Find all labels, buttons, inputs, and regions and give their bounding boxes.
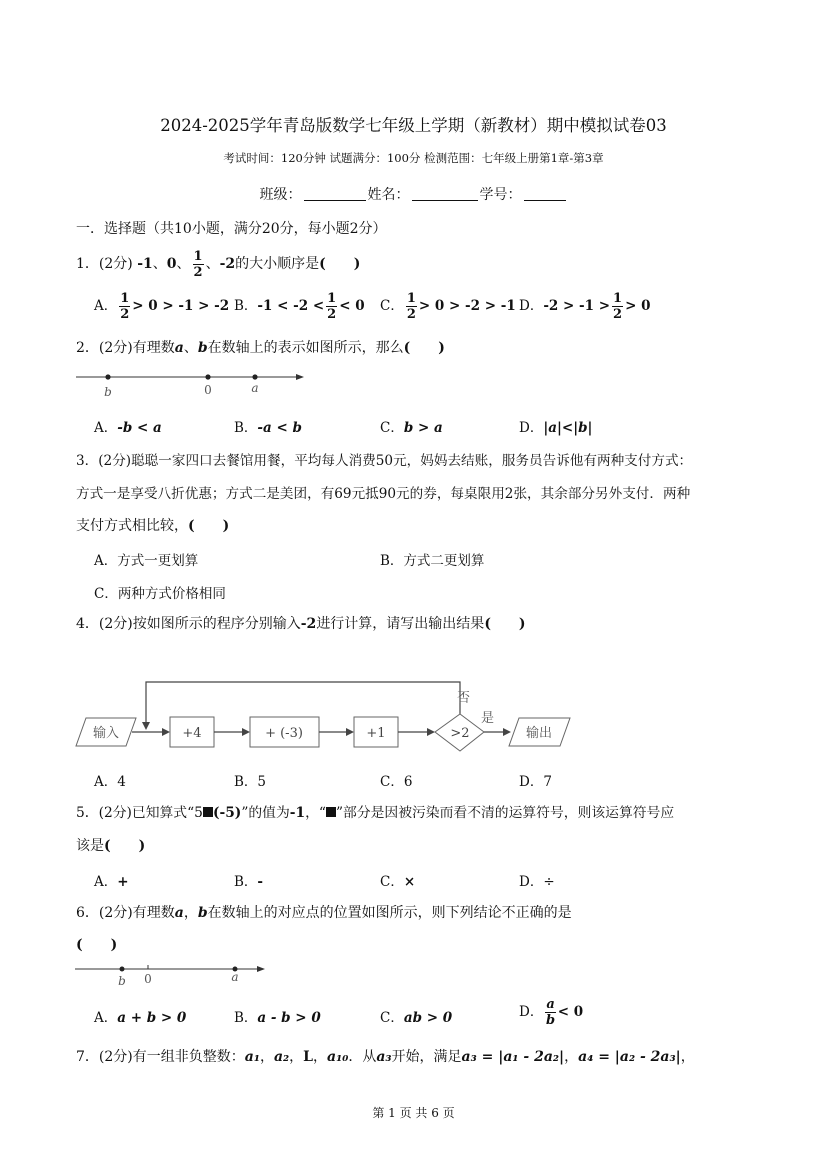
q2-answer-paren[interactable]: ( ) xyxy=(403,340,445,356)
q6-axis-arrow xyxy=(257,966,265,972)
q1-item-neg2: -2 xyxy=(219,256,236,272)
q1-answer-paren[interactable]: ( ) xyxy=(319,256,361,272)
flow-loop-arrow xyxy=(142,722,150,730)
question-3-line2: 方式一是享受八折优惠；方式二是美团，有69元抵90元的券，每桌限用2张，其余部分另外支付．两种 xyxy=(76,486,691,502)
question-1: 1．(2分) -1、0、 $\frac{1}{2}$ 、-2的大小顺序是( ) xyxy=(76,248,361,280)
q2-label-zero: 0 xyxy=(204,383,212,397)
q3-option-b[interactable]: B．方式二更划算 xyxy=(380,553,485,569)
question-3-line3: 支付方式相比较，( ) xyxy=(76,518,230,534)
q3-answer-paren[interactable]: ( ) xyxy=(188,518,230,534)
flow-input-label: 输入 xyxy=(92,726,120,741)
name-label: 姓名： xyxy=(367,187,410,203)
q2-label-b: b xyxy=(104,385,112,399)
q5-option-b[interactable]: B．- xyxy=(234,874,264,890)
question-5-line1: 5．(2分)已知算式“5 (-5)”的值为-1，“ ”部分是因被污染而看不清的运算符号，则该运算符号应 xyxy=(76,805,675,821)
name-blank[interactable] xyxy=(412,186,478,201)
q5-answer-paren[interactable]: ( ) xyxy=(104,838,146,854)
question-7: 7．(2分)有一组非负整数：a₁，a₂，L，a₁₀．从a₃开始，满足a₃ = |a₁ - 2a₂|，a₄ = |a₂ - 2a₃|， xyxy=(76,1049,695,1065)
question-5-line2: 该是( ) xyxy=(76,838,146,854)
q4-input-value: -2 xyxy=(300,616,317,632)
q1-item-zero: 0 xyxy=(166,256,177,272)
q2-option-d[interactable]: D．|a|<|b| xyxy=(519,420,593,436)
class-blank[interactable] xyxy=(304,186,366,201)
id-label: 学号： xyxy=(479,187,522,203)
q6-option-b[interactable]: B．a - b > 0 xyxy=(234,1010,321,1026)
q6-number-line xyxy=(74,960,270,990)
smudged-operator-icon xyxy=(203,807,213,817)
q2-point-b xyxy=(105,374,110,379)
flow-output-label: 输出 xyxy=(525,726,553,741)
q6-point-b xyxy=(120,967,125,972)
q5-option-d[interactable]: D．÷ xyxy=(519,874,555,890)
q3-option-a[interactable]: A．方式一更划算 xyxy=(94,553,199,569)
q6-label-zero: 0 xyxy=(144,972,152,986)
q5-option-c[interactable]: C．× xyxy=(380,874,416,890)
q6-label-a: a xyxy=(231,970,239,984)
q2-option-c[interactable]: C．b > a xyxy=(380,420,443,436)
q1-prefix: 1．(2分) xyxy=(76,256,133,272)
class-label: 班级： xyxy=(259,187,302,203)
question-6: 6．(2分)有理数a，b在数轴上的对应点的位置如图所示，则下列结论不正确的是 xyxy=(76,905,572,921)
page-footer: 第 1 页 共 6 页 xyxy=(372,1106,455,1120)
q6-option-a[interactable]: A．a + b > 0 xyxy=(94,1010,187,1026)
flow-condition-label: >2 xyxy=(450,726,470,741)
q2-axis-arrow xyxy=(296,374,304,380)
q1-stem: 的大小顺序是 xyxy=(235,256,320,272)
flow-step-minus3-label: + (-3) xyxy=(265,726,303,741)
q4-option-c[interactable]: C．6 xyxy=(380,774,413,790)
q2-label-a: a xyxy=(251,381,259,395)
flow-no-label: 否 xyxy=(457,691,471,706)
id-blank[interactable] xyxy=(524,186,566,201)
q4-answer-paren[interactable]: ( ) xyxy=(484,616,526,632)
q4-option-d[interactable]: D．7 xyxy=(519,774,552,790)
q2-option-b[interactable]: B．-a < b xyxy=(234,420,302,436)
q1-option-c[interactable]: C． $\frac{1}{2}$ > 0 > -2 > -1 xyxy=(380,291,516,322)
exam-meta: 考试时间：120分钟 试题满分：100分 检测范围：七年级上册第1章-第3章 xyxy=(223,151,604,165)
q1-item-half: $\frac{1}{2}$ xyxy=(193,248,203,280)
q5-option-a[interactable]: A．+ xyxy=(94,874,129,890)
q2-option-a[interactable]: A．-b < a xyxy=(94,420,162,436)
q6-label-b: b xyxy=(118,974,126,988)
q2-point-zero xyxy=(205,374,210,379)
q6-answer-paren[interactable]: ( ) xyxy=(76,937,118,953)
q2-point-a xyxy=(252,374,257,379)
flow-yes-label: 是 xyxy=(481,711,495,726)
q2-number-line xyxy=(74,366,310,400)
q3-option-c[interactable]: C．两种方式价格相同 xyxy=(94,586,226,602)
section-heading: 一．选择题（共10小题，满分20分，每小题2分） xyxy=(76,221,387,237)
q1-option-b[interactable]: B．-1 < -2 < $\frac{1}{2}$ < 0 xyxy=(234,291,365,322)
q1-item-neg1: -1 xyxy=(137,256,153,272)
q6-option-c[interactable]: C．ab > 0 xyxy=(380,1010,453,1026)
question-2: 2．(2分)有理数a、b在数轴上的表示如图所示，那么( ) xyxy=(76,340,445,356)
q1-option-d[interactable]: D．-2 > -1 > $\frac{1}{2}$ > 0 xyxy=(519,291,651,322)
flow-step-plus4-label: +4 xyxy=(182,726,202,741)
q6-option-d[interactable]: D． $\frac{a}{b}$ < 0 xyxy=(519,997,584,1028)
smudged-operator-icon xyxy=(326,807,336,817)
student-fields xyxy=(0,184,827,204)
question-4: 4．(2分)按如图所示的程序分别输入-2进行计算，请写出输出结果( ) xyxy=(76,616,526,632)
q1-option-a[interactable]: A． $\frac{1}{2}$ > 0 > -1 > -2 xyxy=(94,291,230,322)
question-3-line1: 3．(2分)聪聪一家四口去餐馆用餐，平均每人消费50元，妈妈去结账，服务员告诉他有两种支付方式： xyxy=(76,453,693,469)
flow-step-plus1-label: +1 xyxy=(366,726,386,741)
q4-option-b[interactable]: B．5 xyxy=(234,774,267,790)
q4-flowchart xyxy=(74,672,574,754)
q4-option-a[interactable]: A．4 xyxy=(94,774,126,790)
page-title: 2024-2025学年青岛版数学七年级上学期（新教材）期中模拟试卷03 xyxy=(160,116,667,135)
